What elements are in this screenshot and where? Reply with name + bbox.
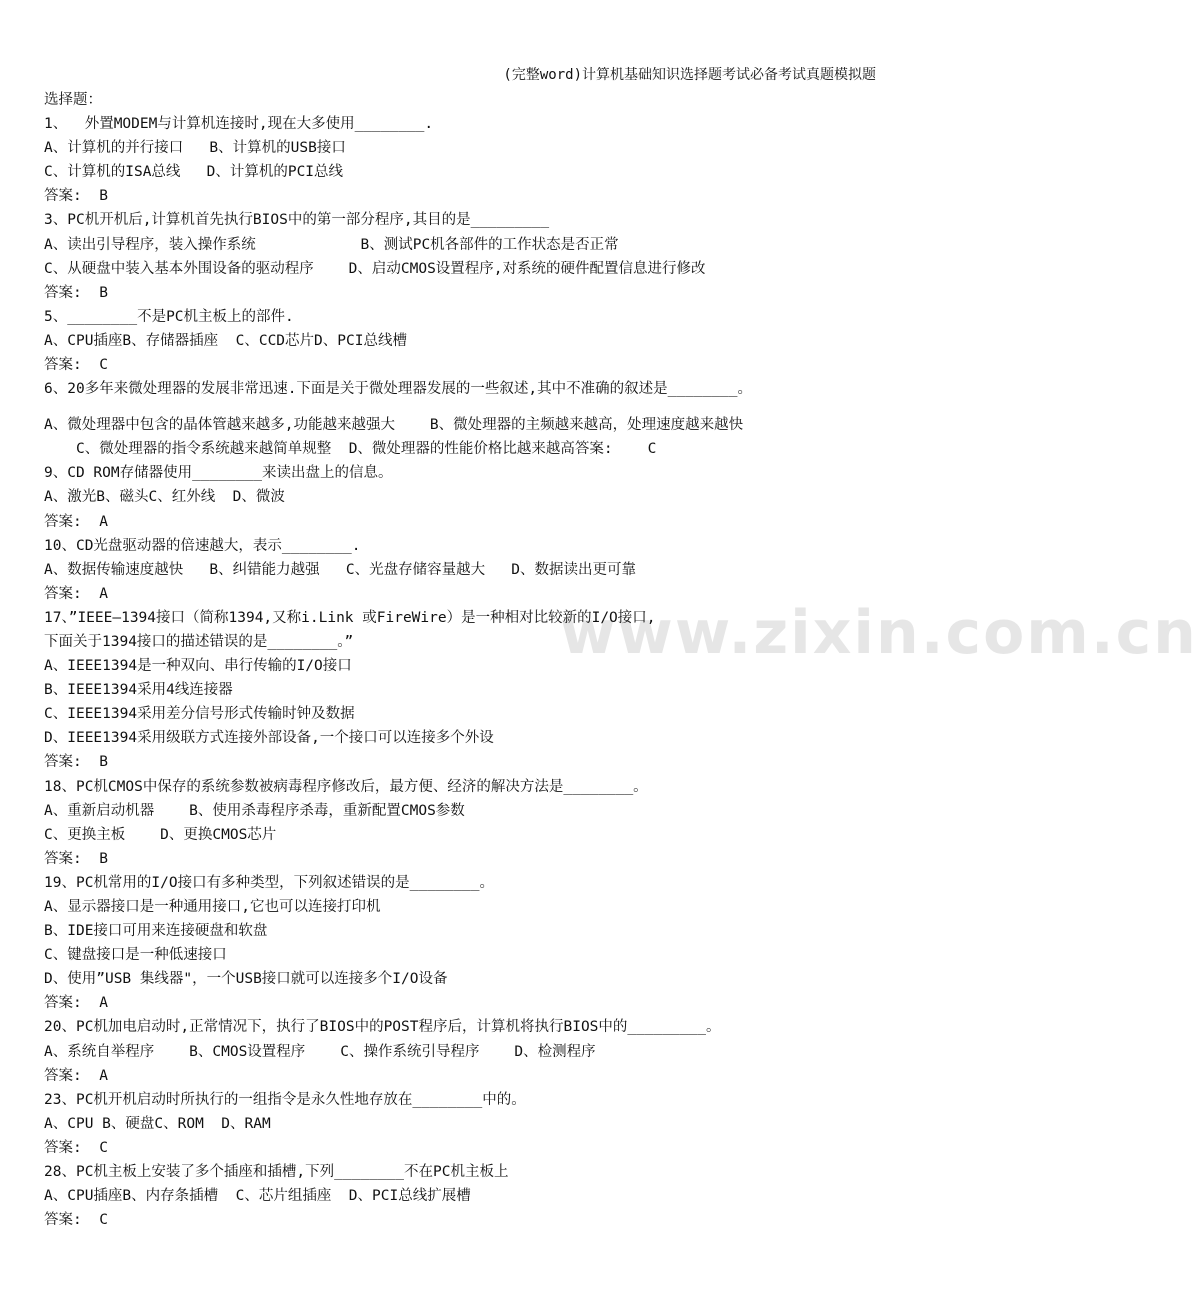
question-17-option-b: B、IEEE1394采用4线连接器 [44,682,233,699]
question-17: 17、”IEEE—1394接口（简称1394,又称i.Link 或FireWire）是一种相对比较新的I/O接口, [44,609,656,626]
question-18-options-cd: C、更换主板 D、更换CMOS芯片 [44,826,277,843]
question-17-option-c: C、IEEE1394采用差分信号形式传输时钟及数据 [44,706,355,723]
question-19-answer: 答案: A [44,995,108,1012]
question-1: 1、 外置MODEM与计算机连接时,现在大多使用________. [44,116,434,133]
question-3: 3、PC机开机后,计算机首先执行BIOS中的第一部分程序,其目的是_________ [44,212,550,229]
question-28-options: A、CPU插座B、内存条插槽 C、芯片组插座 D、PCI总线扩展槽 [44,1188,471,1205]
question-6-options-cd-answer: C、微处理器的指令系统越来越简单规整 D、微处理器的性能价格比越来越高答案: C [76,441,657,458]
question-10-answer: 答案: A [44,585,108,602]
question-17-continued: 下面关于1394接口的描述错误的是________。” [44,633,354,650]
question-9-answer: 答案: A [44,513,108,530]
question-18: 18、PC机CMOS中保存的系统参数被病毒程序修改后，最方便、经济的解决方法是________。 [44,778,648,795]
question-18-answer: 答案: B [44,850,108,867]
question-10-options: A、数据传输速度越快 B、纠错能力越强 C、光盘存储容量越大 D、数据读出更可靠 [44,561,636,578]
watermark: www.zixin.com.cn [560,598,1198,668]
question-1-options-cd: C、计算机的ISA总线 D、计算机的PCI总线 [44,164,344,181]
question-18-options-ab: A、重新启动机器 B、使用杀毒程序杀毒，重新配置CMOS参数 [44,802,465,819]
question-3-options-ab: A、读出引导程序，装入操作系统 B、测试PC机各部件的工作状态是否正常 [44,236,619,253]
question-5-options: A、CPU插座B、存储器插座 C、CCD芯片D、PCI总线槽 [44,332,407,349]
question-23-answer: 答案: C [44,1139,108,1156]
question-5: 5、________不是PC机主板上的部件. [44,308,294,325]
question-1-answer: 答案: B [44,188,108,205]
question-3-answer: 答案: B [44,284,108,301]
question-19-option-b: B、IDE接口可用来连接硬盘和软盘 [44,923,268,940]
question-5-answer: 答案: C [44,357,108,374]
question-17-answer: 答案: B [44,754,108,771]
question-19-option-d: D、使用”USB 集线器"，一个USB接口就可以连接多个I/O设备 [44,971,448,988]
question-20: 20、PC机加电启动时,正常情况下，执行了BIOS中的POST程序后，计算机将执行BIOS中的_________。 [44,1019,721,1036]
question-10: 10、CD光盘驱动器的倍速越大，表示________. [44,537,361,554]
document-header: (完整word)计算机基础知识选择题考试必备考试真题模拟题 [503,67,876,83]
question-23: 23、PC机开机启动时所执行的一组指令是永久性地存放在________中的。 [44,1091,526,1108]
question-28: 28、PC机主板上安装了多个插座和插槽,下列________不在PC机主板上 [44,1164,509,1181]
section-heading: 选择题： [44,92,102,108]
question-6-options-ab: A、微处理器中包含的晶体管越来越多,功能越来越强大 B、微处理器的主频越来越高，处理速度越来越快 [44,417,744,434]
question-17-option-a: A、IEEE1394是一种双向、串行传输的I/O接口 [44,658,352,675]
question-20-answer: 答案: A [44,1067,108,1084]
question-19: 19、PC机常用的I/O接口有多种类型，下列叙述错误的是________。 [44,874,494,891]
question-17-option-d: D、IEEE1394采用级联方式连接外部设备,一个接口可以连接多个外设 [44,730,494,747]
question-19-option-a: A、显示器接口是一种通用接口,它也可以连接打印机 [44,899,381,915]
question-9: 9、CD ROM存储器使用________来读出盘上的信息。 [44,465,393,482]
question-1-options-ab: A、计算机的并行接口 B、计算机的USB接口 [44,140,346,157]
question-28-answer: 答案: C [44,1212,108,1229]
question-23-options: A、CPU B、硬盘C、ROM D、RAM [44,1115,271,1132]
question-9-options: A、激光B、磁头C、红外线 D、微波 [44,489,285,506]
question-19-option-c: C、键盘接口是一种低速接口 [44,947,227,964]
question-6: 6、20多年来微处理器的发展非常迅速.下面是关于微处理器发展的一些叙述,其中不准确的叙述是________。 [44,381,752,398]
question-20-options: A、系统自举程序 B、CMOS设置程序 C、操作系统引导程序 D、检测程序 [44,1043,596,1060]
question-3-options-cd: C、从硬盘中装入基本外围设备的驱动程序 D、启动CMOS设置程序,对系统的硬件配置信息进行修改 [44,260,706,277]
question-list [44,88,894,1232]
